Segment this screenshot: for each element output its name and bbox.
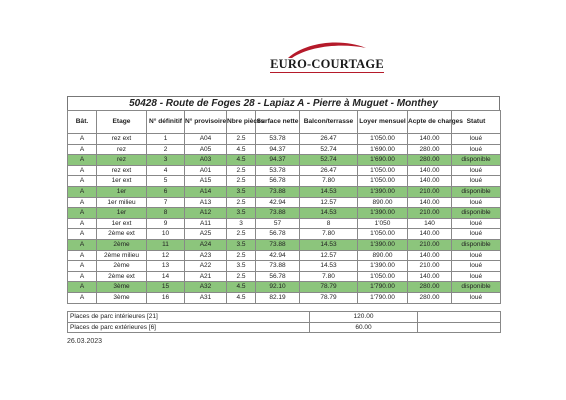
cell-provisional-number: A05 (185, 144, 227, 155)
parking-label: Places de parc extérieures [6] (68, 322, 310, 333)
cell-balcony: 8 (300, 218, 358, 229)
cell-rooms: 3.5 (227, 261, 256, 272)
cell-balcony: 52.74 (300, 155, 358, 166)
cell-net-area: 42.94 (256, 197, 300, 208)
cell-final-number: 1 (147, 134, 185, 145)
cell-balcony: 14.53 (300, 186, 358, 197)
cell-rooms: 2.5 (227, 271, 256, 282)
cell-floor: 1er milieu (97, 197, 147, 208)
cell-balcony: 7.80 (300, 176, 358, 187)
table-row (68, 208, 501, 219)
table-body (68, 134, 501, 304)
cell-floor: rez (97, 144, 147, 155)
cell-charges: 280.00 (408, 282, 452, 293)
column-header: Etage (97, 111, 147, 134)
cell-rooms: 3.5 (227, 186, 256, 197)
cell-rent: 1'050.00 (358, 271, 408, 282)
cell-floor: 1er ext (97, 176, 147, 187)
cell-rent: 1'050.00 (358, 165, 408, 176)
table-row (68, 292, 501, 303)
cell-balcony: 52.74 (300, 144, 358, 155)
cell-status: disponible (452, 239, 501, 250)
parking-empty-cell (418, 312, 501, 323)
cell-rent: 1'790.00 (358, 282, 408, 293)
table-row (68, 186, 501, 197)
cell-charges: 280.00 (408, 155, 452, 166)
cell-balcony: 26.47 (300, 134, 358, 145)
cell-net-area: 73.88 (256, 239, 300, 250)
cell-net-area: 92.10 (256, 282, 300, 293)
parking-value: 120.00 (310, 312, 418, 323)
table-row (68, 155, 501, 166)
table-row (68, 229, 501, 240)
table-row (68, 144, 501, 155)
cell-balcony: 14.53 (300, 239, 358, 250)
logo-underline (270, 72, 384, 73)
cell-floor: 3ème (97, 292, 147, 303)
cell-balcony: 12.57 (300, 250, 358, 261)
column-header: Bât. (68, 111, 97, 134)
cell-rooms: 2.5 (227, 229, 256, 240)
cell-rent: 890.00 (358, 250, 408, 261)
parking-label: Places de parc intérieures [21] (68, 312, 310, 323)
cell-net-area: 73.88 (256, 261, 300, 272)
cell-status: loué (452, 271, 501, 282)
cell-building: A (68, 176, 97, 187)
cell-net-area: 73.88 (256, 208, 300, 219)
document-title: 50428 - Route de Foges 28 - Lapiaz A - Pierre à Muguet - Monthey (67, 96, 500, 111)
cell-balcony: 26.47 (300, 165, 358, 176)
cell-provisional-number: A12 (185, 208, 227, 219)
cell-rooms: 2.5 (227, 250, 256, 261)
brand-name: EURO-COURTAGE (270, 57, 384, 71)
cell-net-area: 56.78 (256, 176, 300, 187)
cell-rooms: 2.5 (227, 134, 256, 145)
cell-rent: 1'690.00 (358, 144, 408, 155)
cell-status: disponible (452, 208, 501, 219)
cell-building: A (68, 250, 97, 261)
cell-building: A (68, 134, 97, 145)
cell-provisional-number: A23 (185, 250, 227, 261)
cell-net-area: 57 (256, 218, 300, 229)
cell-final-number: 9 (147, 218, 185, 229)
cell-provisional-number: A21 (185, 271, 227, 282)
cell-rent: 1'050.00 (358, 176, 408, 187)
cell-net-area: 73.88 (256, 186, 300, 197)
cell-status: loué (452, 197, 501, 208)
cell-charges: 210.00 (408, 239, 452, 250)
cell-charges: 140.00 (408, 165, 452, 176)
table-row (68, 271, 501, 282)
cell-rent: 1'790.00 (358, 292, 408, 303)
cell-floor: rez ext (97, 134, 147, 145)
cell-net-area: 94.37 (256, 144, 300, 155)
parking-row (68, 312, 501, 323)
cell-rent: 1'050.00 (358, 134, 408, 145)
cell-provisional-number: A24 (185, 239, 227, 250)
column-header: Nbre pièces (227, 111, 256, 134)
cell-building: A (68, 155, 97, 166)
cell-building: A (68, 292, 97, 303)
cell-rooms: 3.5 (227, 208, 256, 219)
cell-final-number: 12 (147, 250, 185, 261)
cell-charges: 210.00 (408, 261, 452, 272)
cell-charges: 280.00 (408, 144, 452, 155)
cell-status: loué (452, 144, 501, 155)
cell-provisional-number: A31 (185, 292, 227, 303)
cell-status: loué (452, 250, 501, 261)
cell-final-number: 5 (147, 176, 185, 187)
cell-building: A (68, 271, 97, 282)
column-header: Acpte de charges (408, 111, 452, 134)
cell-final-number: 6 (147, 186, 185, 197)
cell-final-number: 11 (147, 239, 185, 250)
cell-balcony: 14.53 (300, 261, 358, 272)
cell-status: disponible (452, 282, 501, 293)
cell-final-number: 13 (147, 261, 185, 272)
cell-rooms: 2.5 (227, 165, 256, 176)
cell-provisional-number: A01 (185, 165, 227, 176)
cell-balcony: 7.80 (300, 271, 358, 282)
cell-net-area: 53.78 (256, 134, 300, 145)
cell-final-number: 7 (147, 197, 185, 208)
cell-provisional-number: A15 (185, 176, 227, 187)
document-date: 26.03.2023 (67, 338, 103, 345)
cell-status: disponible (452, 186, 501, 197)
logo (268, 40, 386, 80)
cell-charges: 210.00 (408, 208, 452, 219)
cell-floor: 3ème (97, 282, 147, 293)
cell-rooms: 3 (227, 218, 256, 229)
cell-net-area: 56.78 (256, 229, 300, 240)
cell-provisional-number: A13 (185, 197, 227, 208)
parking-table (67, 311, 501, 333)
header-row (68, 111, 501, 134)
cell-final-number: 2 (147, 144, 185, 155)
cell-floor: rez ext (97, 165, 147, 176)
cell-rent: 1'690.00 (358, 155, 408, 166)
cell-final-number: 8 (147, 208, 185, 219)
cell-floor: 2ème (97, 261, 147, 272)
table-row (68, 134, 501, 145)
cell-provisional-number: A03 (185, 155, 227, 166)
cell-building: A (68, 197, 97, 208)
table-row (68, 282, 501, 293)
cell-net-area: 42.94 (256, 250, 300, 261)
cell-status: disponible (452, 155, 501, 166)
cell-balcony: 12.57 (300, 197, 358, 208)
column-header: N° définitif (147, 111, 185, 134)
cell-net-area: 53.78 (256, 165, 300, 176)
parking-row (68, 322, 501, 333)
cell-final-number: 14 (147, 271, 185, 282)
table-row (68, 176, 501, 187)
table-row (68, 250, 501, 261)
cell-balcony: 7.80 (300, 229, 358, 240)
cell-charges: 140.00 (408, 176, 452, 187)
cell-rent: 1'050.00 (358, 229, 408, 240)
apartments-table (67, 110, 501, 304)
cell-status: loué (452, 229, 501, 240)
cell-provisional-number: A04 (185, 134, 227, 145)
cell-rooms: 2.5 (227, 176, 256, 187)
cell-rooms: 4.5 (227, 282, 256, 293)
cell-building: A (68, 282, 97, 293)
cell-final-number: 15 (147, 282, 185, 293)
cell-final-number: 16 (147, 292, 185, 303)
column-header: Statut (452, 111, 501, 134)
cell-final-number: 10 (147, 229, 185, 240)
cell-status: loué (452, 165, 501, 176)
column-header: Surface nette (256, 111, 300, 134)
cell-rooms: 3.5 (227, 239, 256, 250)
cell-charges: 140.00 (408, 250, 452, 261)
table-row (68, 239, 501, 250)
cell-provisional-number: A11 (185, 218, 227, 229)
cell-net-area: 82.19 (256, 292, 300, 303)
table-row (68, 165, 501, 176)
cell-provisional-number: A22 (185, 261, 227, 272)
cell-charges: 140.00 (408, 271, 452, 282)
cell-rooms: 2.5 (227, 197, 256, 208)
cell-building: A (68, 144, 97, 155)
cell-rent: 1'390.00 (358, 186, 408, 197)
cell-building: A (68, 239, 97, 250)
cell-charges: 140.00 (408, 134, 452, 145)
cell-final-number: 3 (147, 155, 185, 166)
cell-floor: 1er (97, 208, 147, 219)
cell-status: loué (452, 218, 501, 229)
cell-net-area: 56.78 (256, 271, 300, 282)
cell-status: loué (452, 261, 501, 272)
column-header: Balcon/terrasse (300, 111, 358, 134)
cell-floor: 1er ext (97, 218, 147, 229)
cell-provisional-number: A25 (185, 229, 227, 240)
cell-floor: 2ème milieu (97, 250, 147, 261)
cell-building: A (68, 186, 97, 197)
cell-status: loué (452, 176, 501, 187)
cell-balcony: 78.79 (300, 292, 358, 303)
cell-rent: 1'390.00 (358, 239, 408, 250)
cell-charges: 140 (408, 218, 452, 229)
cell-floor: 2ème (97, 239, 147, 250)
table-row (68, 261, 501, 272)
cell-charges: 140.00 (408, 197, 452, 208)
cell-rooms: 4.5 (227, 292, 256, 303)
parking-value: 60.00 (310, 322, 418, 333)
table-row (68, 197, 501, 208)
cell-building: A (68, 229, 97, 240)
cell-provisional-number: A14 (185, 186, 227, 197)
cell-building: A (68, 208, 97, 219)
cell-charges: 210.00 (408, 186, 452, 197)
column-header: Loyer mensuel (358, 111, 408, 134)
cell-building: A (68, 165, 97, 176)
table-row (68, 218, 501, 229)
cell-rent: 890.00 (358, 197, 408, 208)
cell-rent: 1'050 (358, 218, 408, 229)
cell-floor: 2ème ext (97, 271, 147, 282)
cell-building: A (68, 261, 97, 272)
cell-provisional-number: A32 (185, 282, 227, 293)
cell-final-number: 4 (147, 165, 185, 176)
column-header: N° provisoire (185, 111, 227, 134)
cell-net-area: 94.37 (256, 155, 300, 166)
cell-floor: 1er (97, 186, 147, 197)
cell-floor: 2ème ext (97, 229, 147, 240)
cell-status: loué (452, 134, 501, 145)
cell-rent: 1'390.00 (358, 261, 408, 272)
cell-balcony: 14.53 (300, 208, 358, 219)
cell-balcony: 78.79 (300, 282, 358, 293)
cell-rooms: 4.5 (227, 155, 256, 166)
cell-floor: rez (97, 155, 147, 166)
cell-status: loué (452, 292, 501, 303)
cell-rent: 1'390.00 (358, 208, 408, 219)
cell-charges: 140.00 (408, 229, 452, 240)
cell-rooms: 4.5 (227, 144, 256, 155)
cell-building: A (68, 218, 97, 229)
parking-empty-cell (418, 322, 501, 333)
cell-charges: 280.00 (408, 292, 452, 303)
